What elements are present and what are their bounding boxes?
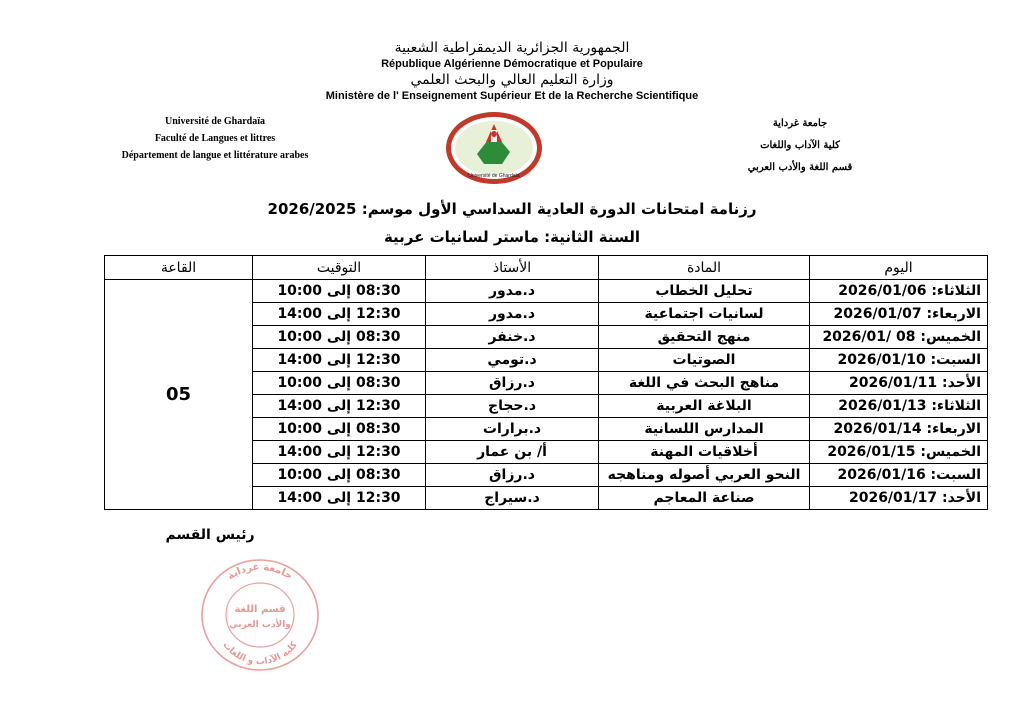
cell-day: الأحد: 2026/01/11: [810, 372, 988, 395]
header-professor: الأستاذ: [426, 256, 599, 280]
republic-french: République Algérienne Démocratique et Populaire: [381, 58, 643, 70]
institution-block-arabic: [700, 113, 900, 179]
republic-arabic: الجمهورية الجزائرية الديمقراطية الشعبية: [394, 40, 630, 56]
table-header-row: [105, 256, 988, 280]
cell-day: الاربعاء: 2026/01/14: [810, 418, 988, 441]
header-time: التوقيت: [253, 256, 426, 280]
cell-day: الاربعاء: 2026/01/07: [810, 303, 988, 326]
cell-subject: أخلاقيات المهنة: [599, 441, 810, 464]
department-stamp: [198, 556, 322, 674]
faculty-name-ar: كلية الآداب واللغات: [760, 140, 840, 151]
cell-time: 12:30 إلى 14:00: [253, 349, 426, 372]
cell-time: 08:30 إلى 10:00: [253, 372, 426, 395]
department-head-signature-label: رئيس القسم: [165, 527, 255, 543]
university-name-ar: جامعة غرداية: [772, 118, 828, 129]
cell-professor: د.تومي: [426, 349, 599, 372]
cell-time: 08:30 إلى 10:00: [253, 280, 426, 303]
schedule-subtitle: السنة الثانية: ماستر لسانيات عربية: [383, 228, 641, 246]
cell-room: 05: [105, 280, 253, 510]
cell-professor: د.مدور: [426, 303, 599, 326]
header-subject: المادة: [599, 256, 810, 280]
stamp-inner-line-1: قسم اللغة: [234, 604, 286, 615]
cell-professor: د.رزاق: [426, 464, 599, 487]
exam-schedule-table: [104, 255, 988, 510]
ministry-arabic: وزارة التعليم العالي والبحث العلمي: [410, 72, 614, 88]
cell-day: الخميس: 2026/01/15: [810, 441, 988, 464]
cell-day: السبت: 2026/01/10: [810, 349, 988, 372]
cell-subject: منهج التحقيق: [599, 326, 810, 349]
schedule-title: رزنامة امتحانات الدورة العادية السداسي الأول موسم: 2026/2025: [267, 200, 757, 218]
cell-professor: د.سيراج: [426, 487, 599, 510]
cell-professor: د.برارات: [426, 418, 599, 441]
cell-day: السبت: 2026/01/16: [810, 464, 988, 487]
cell-professor: د.مدور: [426, 280, 599, 303]
cell-subject: صناعة المعاجم: [599, 487, 810, 510]
cell-subject: المدارس اللسانية: [599, 418, 810, 441]
cell-day: الأحد: 2026/01/17: [810, 487, 988, 510]
stamp-outer-top-text: جامعة غرداية: [225, 561, 295, 583]
cell-professor: د.خنفر: [426, 326, 599, 349]
faculty-name-fr: Faculté de Langues et littres: [154, 133, 276, 144]
cell-time: 08:30 إلى 10:00: [253, 326, 426, 349]
cell-professor: د.رزاق: [426, 372, 599, 395]
cell-professor: د.حجاج: [426, 395, 599, 418]
university-logo: [444, 110, 544, 186]
stamp-inner-line-2: والأدب العربي: [229, 620, 291, 630]
table-row: [105, 280, 988, 303]
cell-time: 12:30 إلى 14:00: [253, 395, 426, 418]
cell-time: 12:30 إلى 14:00: [253, 487, 426, 510]
ministry-french: Ministère de l' Enseignement Supérieur Et de la Recherche Scientifique: [325, 90, 699, 102]
cell-subject: الصوتيات: [599, 349, 810, 372]
cell-day: الثلاثاء: 2026/01/06: [810, 280, 988, 303]
cell-subject: النحو العربي أصوله ومناهجه: [599, 464, 810, 487]
cell-time: 08:30 إلى 10:00: [253, 418, 426, 441]
cell-time: 12:30 إلى 14:00: [253, 441, 426, 464]
header-day: اليوم: [810, 256, 988, 280]
university-name-fr: Université de Ghardaïa: [165, 116, 265, 127]
cell-time: 08:30 إلى 10:00: [253, 464, 426, 487]
cell-day: الثلاثاء: 2026/01/13: [810, 395, 988, 418]
cell-subject: البلاغة العربية: [599, 395, 810, 418]
header-room: القاعة: [105, 256, 253, 280]
department-name-ar: قسم اللغة والأدب العربي: [747, 162, 853, 173]
cell-subject: مناهج البحث في اللغة: [599, 372, 810, 395]
institution-block-french: [100, 113, 330, 164]
cell-subject: لسانيات اجتماعية: [599, 303, 810, 326]
cell-professor: أ/ بن عمار: [426, 441, 599, 464]
stamp-outer-bottom-text: كلية الآداب و اللغات: [220, 640, 300, 668]
department-name-fr: Département de langue et littérature arabes: [121, 150, 309, 161]
cell-subject: تحليل الخطاب: [599, 280, 810, 303]
logo-caption: Université de Ghardaïa: [468, 173, 520, 179]
cell-day: الخميس: 08 /2026/01: [810, 326, 988, 349]
cell-time: 12:30 إلى 14:00: [253, 303, 426, 326]
